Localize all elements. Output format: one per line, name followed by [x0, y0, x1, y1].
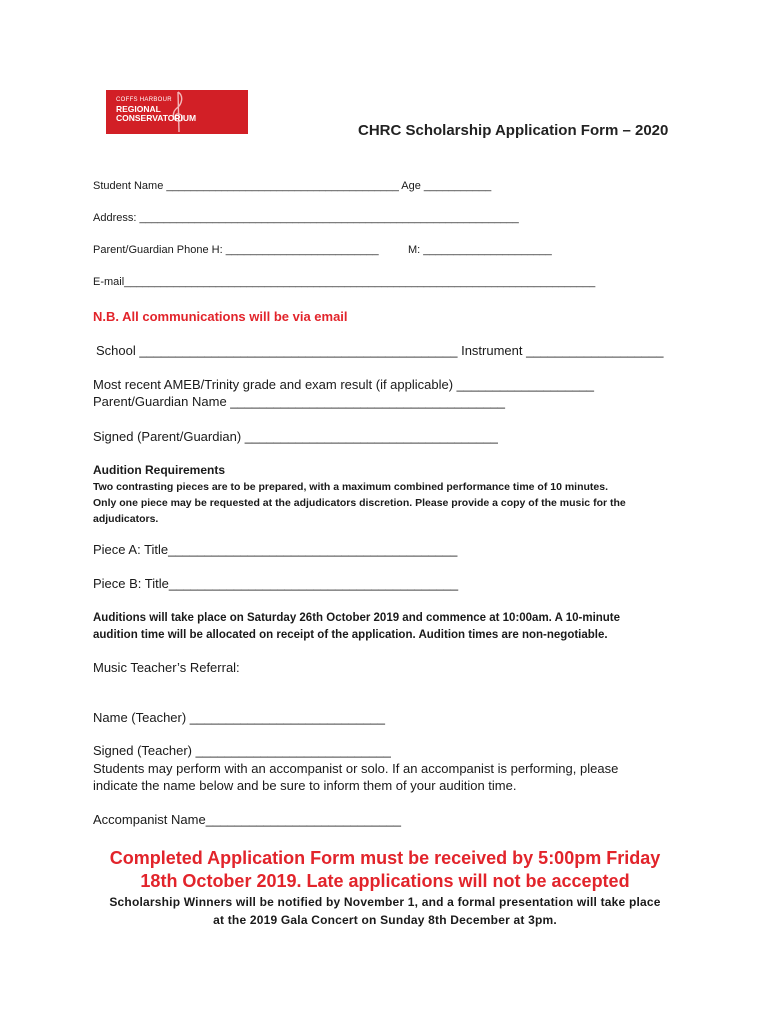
parent-name-field[interactable]: Parent/Guardian Name ______________________________________ — [93, 394, 506, 409]
audition-date-text-1: Auditions will take place on Saturday 26th October 2019 and commence at 10:00am. A 10-minute — [93, 612, 621, 624]
email-field[interactable]: E-mail_____________________________________________________________________________ — [93, 276, 596, 288]
conservatorium-logo — [106, 90, 248, 134]
deadline-notice-2: 18th October 2019. Late applications will not be accepted — [140, 871, 630, 891]
accompanist-name-field[interactable]: Accompanist Name___________________________ — [93, 812, 401, 827]
phone-mobile-field[interactable]: M: _____________________ — [408, 244, 552, 256]
signed-teacher-field[interactable]: Signed (Teacher) ___________________________ — [93, 743, 391, 758]
teacher-name-field[interactable]: Name (Teacher) ___________________________ — [93, 710, 386, 725]
school-instrument-field[interactable]: School ____________________________________________ Instrument ___________________ — [96, 343, 664, 358]
address-field[interactable]: Address: ______________________________________________________________ — [93, 212, 519, 224]
ameb-grade-field[interactable]: Most recent AMEB/Trinity grade and exam result (if applicable) ___________________ — [93, 377, 595, 392]
teacher-referral-label: Music Teacher’s Referral: — [93, 660, 240, 675]
accompanist-note-1: Students may perform with an accompanist or solo. If an accompanist is performing, please — [93, 761, 619, 776]
phone-home-field[interactable]: Parent/Guardian Phone H: _________________________ — [93, 244, 379, 256]
signed-parent-field[interactable]: Signed (Parent/Guardian) ___________________________________ — [93, 429, 498, 444]
footer-text-1: Scholarship Winners will be notified by November 1, and a formal presentation will take place — [109, 895, 661, 909]
logo-line-2: REGIONAL — [116, 104, 161, 114]
piece-b-field[interactable]: Piece B: Title________________________________________ — [93, 576, 459, 591]
student-name-field[interactable]: Student Name ______________________________________ Age ___________ — [93, 180, 492, 192]
deadline-notice-1: Completed Application Form must be received by 5:00pm Friday — [109, 848, 661, 868]
audition-text-3: adjudicators. — [93, 513, 159, 525]
piece-a-field[interactable]: Piece A: Title________________________________________ — [93, 542, 458, 557]
logo-line-1: COFFS HARBOUR — [116, 97, 172, 103]
email-notice: N.B. All communications will be via email — [93, 309, 348, 324]
logo-line-3: CONSERVATORIUM — [116, 113, 197, 123]
audition-heading: Audition Requirements — [93, 463, 226, 477]
audition-text-2: Only one piece may be requested at the adjudicators discretion. Please provide a copy of the music for the — [93, 497, 626, 509]
accompanist-note-2: indicate the name below and be sure to inform them of your audition time. — [93, 778, 517, 793]
audition-text-1: Two contrasting pieces are to be prepared, with a maximum combined performance time of 10 minutes. — [93, 481, 609, 493]
audition-date-text-2: audition time will be allocated on receipt of the application. Audition times are non-negotiable. — [93, 629, 608, 641]
footer-text-2: at the 2019 Gala Concert on Sunday 8th December at 3pm. — [213, 913, 557, 927]
form-title: CHRC Scholarship Application Form – 2020 — [358, 122, 669, 139]
